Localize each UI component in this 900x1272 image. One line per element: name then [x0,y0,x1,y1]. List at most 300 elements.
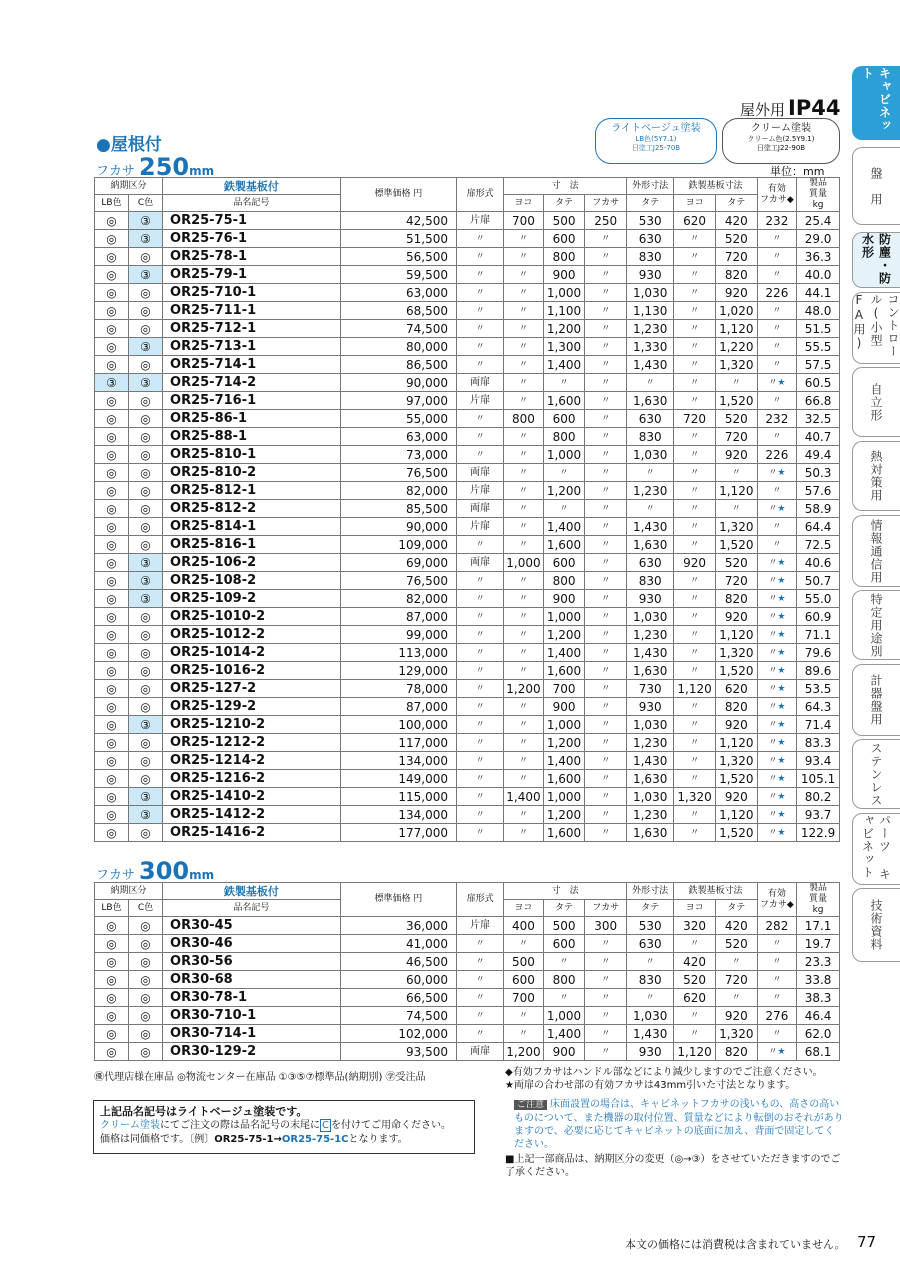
board-width-cell: 1,120 [674,680,716,698]
product-code-cell: OR30-68 [163,971,341,989]
c-color-cell: ◎ [129,482,163,500]
width-cell: 〃 [504,644,543,662]
product-code-cell: OR25-1214-2 [163,752,341,770]
depth-cell: 〃 [585,806,627,824]
side-tab-7[interactable]: 情報通信用 [852,515,900,587]
depth-cell: 〃 [585,266,627,284]
depth-cell: 〃 [585,626,627,644]
price-cell: 80,000 [340,338,456,356]
side-tab-2[interactable]: 盤 用 [852,147,900,225]
star-icon: ★ [777,629,786,640]
header-door-type: 扉形式 [457,178,504,212]
board-height-cell: 920 [715,788,757,806]
c-color-cell: ◎ [129,989,163,1007]
board-height-cell: 520 [715,935,757,953]
lb-color-cell: ◎ [95,680,129,698]
page-number: 77 [857,1233,877,1251]
price-cell: 129,000 [340,662,456,680]
price-cell: 149,000 [340,770,456,788]
outer-height-cell: 1,030 [627,1007,674,1025]
star-icon: ★ [777,467,786,478]
depth-cell: 〃 [585,536,627,554]
board-height-cell: 920 [715,716,757,734]
mass-cell: 40.0 [797,266,840,284]
price-cell: 87,000 [340,698,456,716]
depth-cell: 〃 [585,698,627,716]
side-tab-9[interactable]: 計器盤用 [852,664,900,736]
height-cell: 〃 [543,989,585,1007]
board-width-cell: 〃 [674,1007,716,1025]
side-tab-4[interactable]: コントロール(小型FA用) [852,292,900,364]
side-tab-3[interactable]: 防塵・防水形 [852,232,900,288]
product-code-cell: OR25-710-1 [163,284,341,302]
door-type-cell: 〃 [457,734,504,752]
price-cell: 134,000 [340,752,456,770]
star-icon: ★ [777,737,786,748]
header-mass-line1: 製品 [809,178,828,188]
mass-cell: 93.4 [797,752,840,770]
price-cell: 51,500 [340,230,456,248]
mass-cell: 25.4 [797,212,840,230]
depth-cell: 〃 [585,248,627,266]
board-height-cell: 1,320 [715,1025,757,1043]
paint-beige-badge [595,118,717,164]
board-height-cell: 420 [715,917,757,935]
star-icon: ★ [777,377,786,388]
depth-cell: 〃 [585,284,627,302]
lb-color-cell: ◎ [95,482,129,500]
price-cell: 74,500 [340,1007,456,1025]
header-width: ヨコ [504,900,543,917]
table-row [95,971,840,989]
lb-color-cell: ◎ [95,824,129,842]
board-width-cell: 〃 [674,248,716,266]
height-cell: 1,200 [543,734,585,752]
product-code-cell: OR25-1012-2 [163,626,341,644]
table-row [95,788,840,806]
side-tab-6[interactable]: 熱対策用 [852,441,900,511]
fukasa-300-value: 300 [139,857,190,885]
outer-height-cell: 930 [627,1043,674,1061]
example-to: OR25-75-1C [281,1134,349,1145]
outer-height-cell: 〃 [627,374,674,392]
lb-color-cell: ◎ [95,971,129,989]
width-cell: 〃 [504,338,543,356]
width-cell: 〃 [504,428,543,446]
effective-depth-cell: 〃 [757,989,796,1007]
board-height-cell: 1,120 [715,806,757,824]
mass-cell: 48.0 [797,302,840,320]
height-cell: 800 [543,428,585,446]
price-cell: 90,000 [340,374,456,392]
c-color-cell: ◎ [129,500,163,518]
product-code-cell: OR30-78-1 [163,989,341,1007]
outer-height-cell: 1,030 [627,608,674,626]
header-steel-board: 鉄製基板付 [163,178,341,195]
board-height-cell: 720 [715,971,757,989]
board-height-cell: 1,120 [715,482,757,500]
side-tab-8[interactable]: 特定用途別 [852,590,900,660]
mass-cell: 105.1 [797,770,840,788]
order-info-line3 [100,1133,468,1147]
depth-cell: 〃 [585,482,627,500]
outer-height-cell: 1,030 [627,716,674,734]
product-code-cell: OR30-46 [163,935,341,953]
effective-depth-cell: 〃 [757,230,796,248]
side-tab-1[interactable]: キャビネット [852,66,900,140]
width-cell: 〃 [504,536,543,554]
table-row [95,572,840,590]
header-height: タテ [543,900,585,917]
lb-color-cell: ◎ [95,1025,129,1043]
mass-cell: 49.4 [797,446,840,464]
c-color-cell: ◎ [129,971,163,989]
product-code-cell: OR25-108-2 [163,572,341,590]
product-code-cell: OR25-76-1 [163,230,341,248]
mass-cell: 51.5 [797,320,840,338]
header-c-color: C色 [129,900,163,917]
lb-color-cell: ◎ [95,320,129,338]
depth-cell: 〃 [585,392,627,410]
c-color-cell: ③ [129,788,163,806]
board-height-cell: 1,520 [715,392,757,410]
product-code-cell: OR25-814-1 [163,518,341,536]
outer-height-cell: 1,630 [627,536,674,554]
board-width-cell: 〃 [674,590,716,608]
mass-cell: 80.2 [797,788,840,806]
board-width-cell: 620 [674,212,716,230]
product-code-cell: OR25-712-1 [163,320,341,338]
c-color-cell: ③ [129,212,163,230]
product-code-cell: OR25-88-1 [163,428,341,446]
width-cell: 500 [504,953,543,971]
lb-color-cell: ◎ [95,953,129,971]
price-cell: 63,000 [340,284,456,302]
example-from: OR25-75-1→ [214,1134,282,1145]
lb-color-cell: ◎ [95,554,129,572]
mass-cell: 38.3 [797,989,840,1007]
board-height-cell: 1,320 [715,356,757,374]
outer-height-cell: 1,030 [627,788,674,806]
mass-cell: 23.3 [797,953,840,971]
outer-height-cell: 930 [627,266,674,284]
depth-cell: 〃 [585,590,627,608]
caution-text: 床面設置の場合は、キャビネットフカサの浅いもの、高さの高いものについて、また機器の取付位置、質量などにより転倒のおそれがありますので、必要に応じてキャビネットの底面に加え、背面で固定してください。 [514,1099,844,1150]
table-row [95,302,840,320]
effective-depth-cell: 232 [757,212,796,230]
caution-note [514,1098,844,1151]
c-color-cell: ③ [129,590,163,608]
table-row [95,410,840,428]
height-cell: 500 [543,212,585,230]
effective-depth-cell: 〃★ [757,680,796,698]
outer-height-cell: 1,230 [627,626,674,644]
width-cell: 〃 [504,248,543,266]
board-width-cell: 1,320 [674,788,716,806]
width-cell: 〃 [504,356,543,374]
effective-depth-cell: 〃★ [757,500,796,518]
product-code-cell: OR25-816-1 [163,536,341,554]
board-height-cell: 520 [715,410,757,428]
header-board-width: ヨコ [674,195,716,212]
mass-cell: 122.9 [797,824,840,842]
outer-height-cell: 1,230 [627,482,674,500]
table-row [95,734,840,752]
price-cell: 99,000 [340,626,456,644]
mass-cell: 72.5 [797,536,840,554]
width-cell: 700 [504,212,543,230]
depth-cell: 〃 [585,734,627,752]
lb-color-cell: ◎ [95,989,129,1007]
lb-color-cell: ◎ [95,608,129,626]
door-type-cell: 両扉 [457,464,504,482]
table-row [95,212,840,230]
height-cell: 1,600 [543,392,585,410]
product-table-250 [94,177,840,842]
board-width-cell: 〃 [674,230,716,248]
width-cell: 〃 [504,230,543,248]
lb-color-cell: ◎ [95,626,129,644]
side-tab-5[interactable]: 自立形 [852,367,900,437]
table-row [95,266,840,284]
product-code-cell: OR25-716-1 [163,392,341,410]
effective-depth-cell: 〃★ [757,824,796,842]
price-cell: 55,000 [340,410,456,428]
lb-color-cell: ◎ [95,230,129,248]
effective-depth-cell: 282 [757,917,796,935]
table-row [95,953,840,971]
paint-beige-line1: LB色(5Y7.1) [635,135,677,143]
outer-height-cell: 530 [627,917,674,935]
header-product-code: 品名記号 [163,195,341,212]
mass-cell: 89.6 [797,662,840,680]
mass-cell: 71.4 [797,716,840,734]
lb-color-cell: ◎ [95,716,129,734]
door-type-cell: 片扉 [457,212,504,230]
product-code-cell: OR25-711-1 [163,302,341,320]
height-cell: 〃 [543,500,585,518]
door-type-cell: 〃 [457,752,504,770]
mass-cell: 33.8 [797,971,840,989]
effective-depth-cell: 〃★ [757,770,796,788]
side-tab-12[interactable]: 技術資料 [852,888,900,962]
product-code-cell: OR25-1412-2 [163,806,341,824]
price-cell: 63,000 [340,428,456,446]
door-type-cell: 両扉 [457,554,504,572]
door-type-cell: 〃 [457,935,504,953]
outer-height-cell: 1,430 [627,356,674,374]
price-cell: 134,000 [340,806,456,824]
c-color-cell: ◎ [129,536,163,554]
lb-color-cell: ◎ [95,410,129,428]
width-cell: 〃 [504,266,543,284]
depth-cell: 〃 [585,608,627,626]
door-type-cell: 〃 [457,428,504,446]
product-code-cell: OR25-129-2 [163,698,341,716]
board-width-cell: 〃 [674,392,716,410]
door-type-cell: 〃 [457,356,504,374]
c-color-cell: ◎ [129,770,163,788]
door-type-cell: 〃 [457,716,504,734]
product-code-cell: OR25-79-1 [163,266,341,284]
door-type-cell: 〃 [457,446,504,464]
board-width-cell: 〃 [674,536,716,554]
height-cell: 1,100 [543,302,585,320]
c-color-cell: ◎ [129,824,163,842]
depth-cell: 〃 [585,935,627,953]
table-row [95,824,840,842]
fukasa-300-unit: mm [189,868,215,882]
width-cell: 〃 [504,935,543,953]
outer-height-cell: 〃 [627,500,674,518]
table-row [95,698,840,716]
board-width-cell: 〃 [674,734,716,752]
header-lb-color: LB色 [95,195,129,212]
board-height-cell: 820 [715,1043,757,1061]
side-tab-11[interactable]: パーツ キャビネット [852,813,900,885]
header-delivery: 納期区分 [95,178,163,195]
product-code-cell: OR30-710-1 [163,1007,341,1025]
table-row [95,518,840,536]
header-door-type: 扉形式 [457,883,504,917]
header-outer-height: タテ [627,900,674,917]
star-icon: ★ [777,503,786,514]
paint-cream-title: クリーム塗装 [751,123,811,134]
height-cell: 1,000 [543,716,585,734]
product-table-300 [94,882,840,1061]
table-row [95,989,840,1007]
header-lb-color: LB色 [95,900,129,917]
door-type-cell: 〃 [457,824,504,842]
product-code-cell: OR25-714-2 [163,374,341,392]
lb-color-cell: ◎ [95,644,129,662]
mass-cell: 19.7 [797,935,840,953]
outer-height-cell: 1,630 [627,824,674,842]
star-icon: ★ [777,665,786,676]
board-width-cell: 〃 [674,626,716,644]
outer-height-cell: 1,230 [627,734,674,752]
header-mass-line2: 質量 [809,894,828,904]
effective-depth-cell: 〃★ [757,626,796,644]
board-width-cell: 〃 [674,716,716,734]
lb-color-cell: ◎ [95,500,129,518]
table-row [95,446,840,464]
price-cell: 86,500 [340,356,456,374]
table-row [95,284,840,302]
header-board-height: タテ [715,900,757,917]
table-row [95,536,840,554]
mass-cell: 36.3 [797,248,840,266]
header-board-height: タテ [715,195,757,212]
c-color-cell: ③ [129,374,163,392]
table-row [95,608,840,626]
example-end: となります。 [348,1134,408,1145]
c-color-cell: ③ [129,230,163,248]
product-code-cell: OR25-1216-2 [163,770,341,788]
c-color-cell: ③ [129,338,163,356]
lb-color-cell: ◎ [95,302,129,320]
mass-cell: 40.6 [797,554,840,572]
table-row [95,680,840,698]
height-cell: 900 [543,590,585,608]
price-cell: 69,000 [340,554,456,572]
c-color-cell: ◎ [129,392,163,410]
lb-color-cell: ◎ [95,536,129,554]
price-cell: 93,500 [340,1043,456,1061]
effective-depth-cell: 〃 [757,518,796,536]
width-cell: 〃 [504,302,543,320]
board-width-cell: 420 [674,953,716,971]
board-height-cell: 〃 [715,374,757,392]
board-height-cell: 1,520 [715,770,757,788]
table-row [95,590,840,608]
side-tab-10[interactable]: ステンレス [852,739,900,809]
c-color-cell: ◎ [129,518,163,536]
width-cell: 〃 [504,662,543,680]
outer-height-cell: 630 [627,410,674,428]
board-width-cell: 〃 [674,428,716,446]
board-width-cell: 〃 [674,770,716,788]
board-width-cell: 〃 [674,500,716,518]
board-height-cell: 〃 [715,953,757,971]
paint-beige-line2: 日塗工J25-70B [631,144,681,152]
product-code-cell: OR25-1212-2 [163,734,341,752]
lb-color-cell: ◎ [95,572,129,590]
effective-depth-cell: 〃★ [757,716,796,734]
c-color-cell: ◎ [129,464,163,482]
c-color-cell: ◎ [129,608,163,626]
door-type-cell: 〃 [457,266,504,284]
price-cell: 177,000 [340,824,456,842]
outer-height-cell: 930 [627,590,674,608]
c-color-cell: ◎ [129,644,163,662]
c-color-cell: ◎ [129,446,163,464]
product-code-cell: OR25-86-1 [163,410,341,428]
price-cell: 102,000 [340,1025,456,1043]
effective-depth-cell: 〃 [757,356,796,374]
height-cell: 1,600 [543,824,585,842]
effective-depth-cell: 232 [757,410,796,428]
board-width-cell: 〃 [674,446,716,464]
star-icon: ★ [777,719,786,730]
door-type-cell: 片扉 [457,392,504,410]
board-height-cell: 620 [715,680,757,698]
order-info-text: にてご注文の際は品名記号の末尾に [160,1120,320,1131]
star-icon: ★ [777,755,786,766]
fukasa-250-prefix: フカサ [96,164,135,179]
header-steel-board: 鉄製基板付 [163,883,341,900]
table-row [95,1025,840,1043]
mass-cell: 29.0 [797,230,840,248]
c-color-cell: ◎ [129,752,163,770]
depth-cell: 〃 [585,230,627,248]
c-color-cell: ◎ [129,356,163,374]
board-height-cell: 1,120 [715,626,757,644]
header-dimensions: 寸 法 [504,883,627,900]
fukasa-250-value: 250 [139,153,190,181]
mass-cell: 57.5 [797,356,840,374]
header-height: タテ [543,195,585,212]
board-height-cell: 820 [715,590,757,608]
product-code-cell: OR25-810-2 [163,464,341,482]
c-color-cell: ③ [129,806,163,824]
door-type-cell: 〃 [457,1025,504,1043]
product-code-cell: OR25-713-1 [163,338,341,356]
board-height-cell: 〃 [715,500,757,518]
effective-depth-cell: 〃★ [757,554,796,572]
header-outer-dims: 外形寸法 [627,178,674,195]
table-row [95,464,840,482]
